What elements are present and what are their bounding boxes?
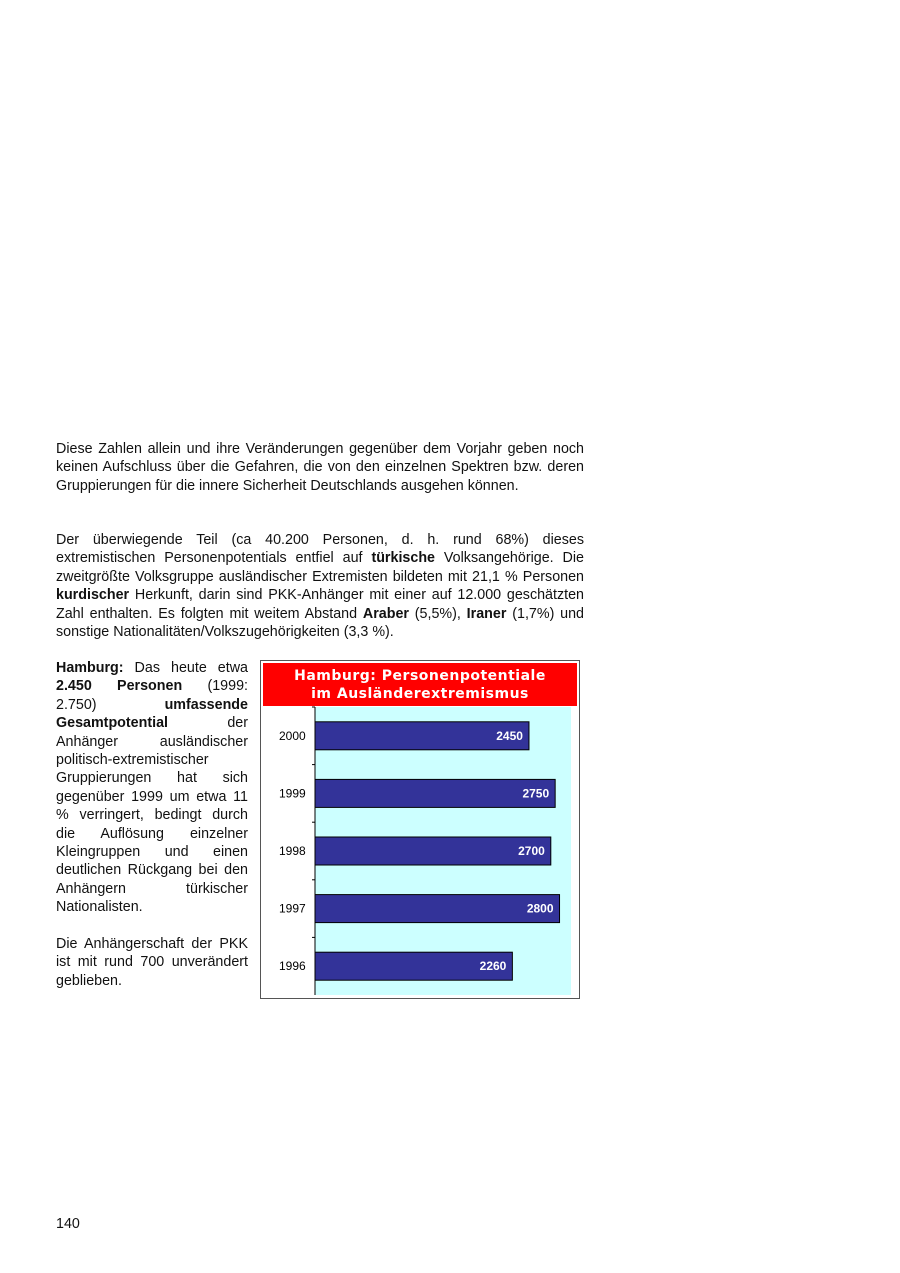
bar-1997 xyxy=(315,895,560,923)
bar-chart xyxy=(260,660,580,999)
bar-1999 xyxy=(315,779,555,807)
pkk-paragraph: Die Anhängerschaft der PKK ist mit rund 700 unverändert geblieben. xyxy=(56,935,248,989)
chart-title-line1: Hamburg: Personenpotentiale xyxy=(294,668,546,684)
tick-label-1996: 1996 xyxy=(279,959,306,974)
page-number: 140 xyxy=(56,1216,80,1232)
tick-label-2000: 2000 xyxy=(279,728,306,743)
data-label-2000: 2450 xyxy=(496,728,523,743)
hamburg-sidebar-text xyxy=(56,659,248,990)
chart-canvas xyxy=(261,661,579,998)
nationalities-paragraph: Der überwiegende Teil (ca 40.200 Personen, d. h. rund 68%) dieses extremistischen Personenpotentials entfiel auf türkische Volksangehörige. Die zweitgrößte Volksgruppe ausländischer Extremisten bildeten mit 21,1 % Personen kurdischer Herkunft, darin sind PKK-Anhänger mit einer auf 12.000 geschätzten Zahl enthalten. Es folgten mit weitem Abstand Araber (5,5%), Iraner (1,7%) und sonstige Nationalitäten/Volkszugehörigkeiten (3,3 %). xyxy=(56,532,584,641)
data-label-1996: 2260 xyxy=(479,959,507,974)
chart-title-line2: im Ausländerextremismus xyxy=(311,686,529,702)
tick-label-1997: 1997 xyxy=(279,901,306,916)
bar-1998 xyxy=(315,837,551,865)
intro-paragraph: Diese Zahlen allein und ihre Veränderungen gegenüber dem Vorjahr geben noch keinen Aufschluss über die Gefahren, die von den einzelnen Spektren bzw. deren Gruppierungen für die innere Sicherheit Deutschlands ausgehen können. xyxy=(56,441,584,494)
hamburg-paragraph: Hamburg: Das heute etwa 2.450 Personen (1999: 2.750) umfassende Gesamtpotential der Anhänger ausländischer politisch-extremistischer Gruppierungen hat sich gegenüber 1999 um etwa 11 % verringert, bedingt durch die Auflösung einzelner Kleingruppen und einen deutlichen Rückgang bei den Anhängern türkischer Nationalisten. xyxy=(56,660,249,916)
data-label-1999: 2750 xyxy=(522,786,550,801)
data-label-1998: 2700 xyxy=(518,844,545,858)
tick-label-1998: 1998 xyxy=(279,844,306,858)
data-label-1997: 2800 xyxy=(526,901,554,916)
tick-label-1999: 1999 xyxy=(279,786,306,801)
